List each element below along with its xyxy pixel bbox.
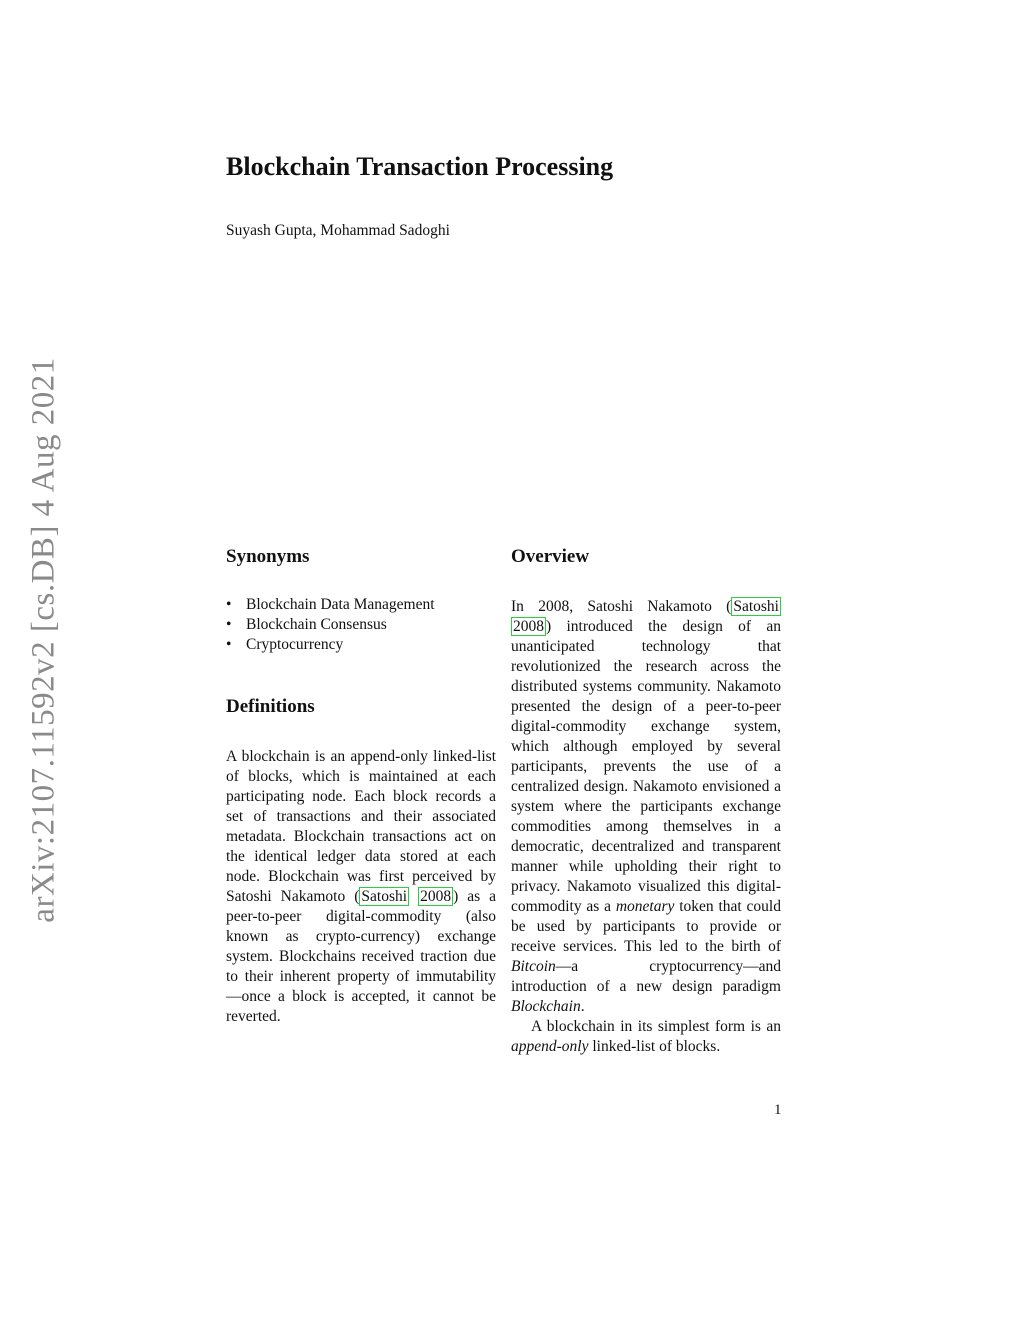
page-number: 1 — [774, 1102, 782, 1118]
left-column — [226, 545, 496, 1027]
definitions-text: A blockchain is an append-only linked-list of blocks, which is maintained at each participating node. Each block records a set of transactions and their associated metadata. Blockchain transactions act on the identical ledger data stored at each node. Blockchain was first perceived by Satoshi Nakamoto ( — [226, 748, 496, 905]
bullet-icon: • — [226, 616, 232, 633]
synonyms-list — [226, 595, 496, 655]
definitions-paragraph — [226, 747, 496, 1027]
citation-link-year[interactable]: 2008 — [513, 618, 544, 635]
list-item — [226, 635, 496, 655]
emphasis-text: Blockchain — [511, 998, 581, 1015]
overview-text: In 2008, Satoshi Nakamoto ( — [511, 598, 732, 615]
list-item — [226, 595, 496, 615]
definitions-text: ) as a peer-to-peer digital-commodity (also known as crypto-currency) exchange system. Blockchains received traction due to their inherent property of immutability—once a block is accepted, it cannot be reverted. — [226, 888, 497, 1025]
definitions-heading: Definitions — [226, 696, 315, 717]
synonym-label: Blockchain Consensus — [246, 616, 387, 633]
list-item — [226, 615, 496, 635]
overview-paragraph-1 — [511, 597, 781, 1017]
bullet-icon: • — [226, 596, 232, 613]
overview-text: token that could be used by participants to provide or receive services. This led to the birth of — [511, 898, 781, 955]
overview-text: A blockchain in its simplest form is an — [531, 1018, 781, 1035]
overview-text: linked-list of blocks. — [588, 1038, 721, 1055]
emphasis-text: Bitcoin — [511, 958, 556, 975]
overview-paragraph-2 — [511, 1017, 781, 1057]
citation-link-author[interactable]: Satoshi — [733, 598, 779, 615]
synonym-label: Cryptocurrency — [246, 636, 344, 653]
right-column — [511, 545, 781, 1057]
emphasis-text: append-only — [511, 1038, 589, 1055]
synonym-label: Blockchain Data Management — [246, 596, 435, 613]
citation-link-author[interactable]: Satoshi — [361, 888, 408, 905]
bullet-icon: • — [226, 636, 232, 653]
synonyms-heading: Synonyms — [226, 546, 310, 567]
overview-text: ) introduced the design of an unanticipated technology that revolutionized the research across the distributed systems community. Nakamoto presented the design of a peer-to-peer digital-commodity exchange system, which although employed by several participants, prevents the use of a centralized design. Nakamoto envisioned a system where the participants exchange commodities among themselves in a democratic, decentralized and transparent manner while upholding their right to privacy. Nakamoto visualized this digital-commodity as a — [511, 618, 781, 915]
emphasis-text: monetary — [615, 898, 675, 915]
arxiv-identifier-stamp: arXiv:2107.11592v2 [cs.DB] 4 Aug 2021 — [25, 357, 62, 923]
paper-authors: Suyash Gupta, Mohammad Sadoghi — [226, 222, 450, 239]
overview-heading: Overview — [511, 546, 590, 567]
paper-title: Blockchain Transaction Processing — [226, 152, 614, 181]
overview-text: . — [580, 998, 585, 1015]
overview-text: —a cryptocurrency—and introduction of a new design paradigm — [511, 958, 781, 995]
citation-link-year[interactable]: 2008 — [420, 888, 452, 905]
